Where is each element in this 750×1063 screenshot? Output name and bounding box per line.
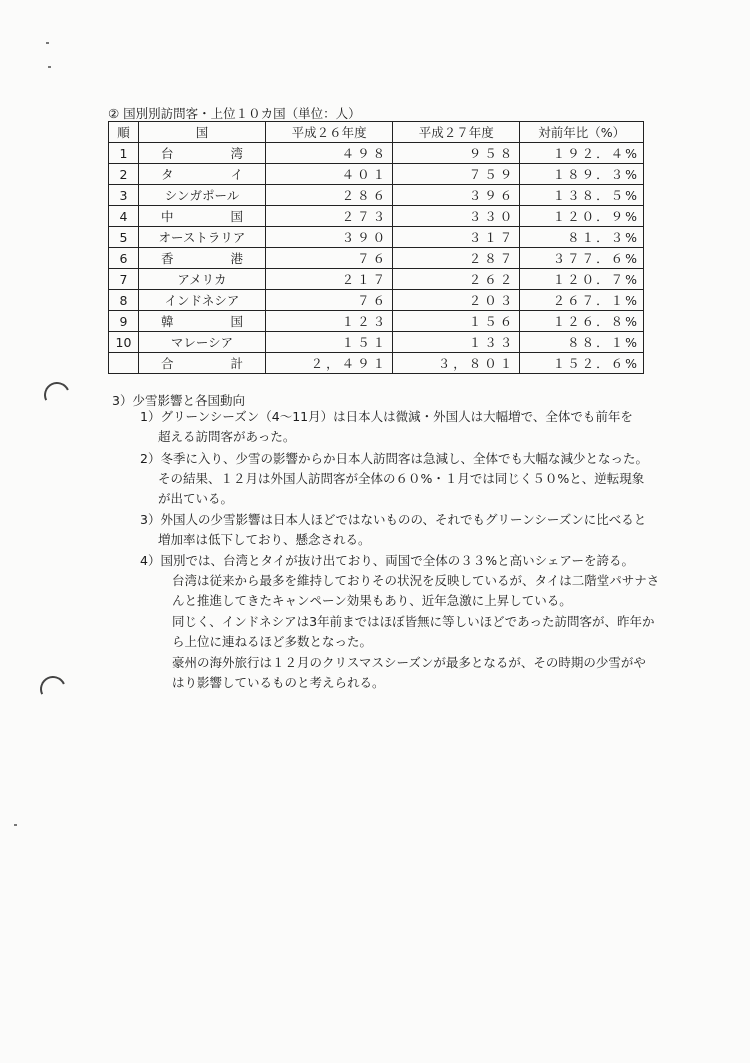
punch-hole-mark: [36, 672, 69, 705]
h26-cell: ４９８: [266, 143, 393, 164]
table-row: [109, 290, 644, 311]
ratio-cell: １８９．３%: [520, 164, 644, 185]
table-row: [109, 269, 644, 290]
ratio-cell: ８８．１%: [520, 332, 644, 353]
table-row: [109, 164, 644, 185]
paragraph-line: その結果、１２月は外国人訪問客が全体の６０%・１月では同じく５０%と、逆転現象: [158, 471, 645, 486]
rank-cell: 2: [109, 164, 139, 185]
h26-cell: ７６: [266, 290, 393, 311]
table-total-row: [109, 353, 644, 374]
country-cell: 中 国: [139, 206, 266, 227]
h27-cell: ２６２: [393, 269, 520, 290]
punch-hole-mark: [40, 378, 73, 411]
ratio-cell: １２６．８%: [520, 311, 644, 332]
h27-cell: １３３: [393, 332, 520, 353]
country-cell: 台 湾: [139, 143, 266, 164]
country-cell: インドネシア: [139, 290, 266, 311]
ratio-cell: １２０．９%: [520, 206, 644, 227]
h26-cell: １５１: [266, 332, 393, 353]
h27-cell: ２８７: [393, 248, 520, 269]
table-row: [109, 206, 644, 227]
table-row: [109, 248, 644, 269]
rank-cell: 9: [109, 311, 139, 332]
scan-speck: [14, 824, 17, 826]
ratio-cell: １９２．４%: [520, 143, 644, 164]
rank-cell: 7: [109, 269, 139, 290]
total-h27: ３，８０１: [393, 353, 520, 374]
ratio-cell: １２０．７%: [520, 269, 644, 290]
h27-cell: ３９６: [393, 185, 520, 206]
h26-cell: １２３: [266, 311, 393, 332]
table-row: [109, 227, 644, 248]
ratio-cell: ２６７．１%: [520, 290, 644, 311]
h27-cell: ９５８: [393, 143, 520, 164]
paragraph-line: ら上位に連ねるほど多数となった。: [172, 634, 373, 649]
ratio-cell: ３７７．６%: [520, 248, 644, 269]
country-cell: タ イ: [139, 164, 266, 185]
paragraph-line: 豪州の海外旅行は１２月のクリスマスシーズンが最多となるが、その時期の少雪がや: [172, 655, 646, 670]
paragraph-line: 4）国別では、台湾とタイが抜け出ており、両国で全体の３３%と高いシェアーを誇る。: [140, 553, 634, 568]
h27-cell: ３１７: [393, 227, 520, 248]
header-rank: 順: [109, 122, 139, 143]
table-row: [109, 311, 644, 332]
h26-cell: ３９０: [266, 227, 393, 248]
paragraph-line: 2）冬季に入り、少雪の影響からか日本人訪問客は急減し、全体でも大幅な減少となった。: [140, 451, 648, 466]
h27-cell: １５６: [393, 311, 520, 332]
country-cell: シンガポール: [139, 185, 266, 206]
country-cell: マレーシア: [139, 332, 266, 353]
header-ratio: 対前年比（%）: [520, 122, 644, 143]
country-cell: 香 港: [139, 248, 266, 269]
h26-cell: ７６: [266, 248, 393, 269]
paragraph-line: 3）外国人の少雪影響は日本人ほどではないものの、それでもグリーンシーズンに比べると: [140, 512, 647, 527]
rank-cell: 8: [109, 290, 139, 311]
h27-cell: ３３０: [393, 206, 520, 227]
paragraph-line: 増加率は低下しており、懸念される。: [158, 532, 371, 547]
h26-cell: ２７３: [266, 206, 393, 227]
paragraph-line: 超える訪問客があった。: [158, 429, 296, 444]
total-ratio: １５２．６%: [520, 353, 644, 374]
table-header-row: [109, 122, 644, 143]
scan-speck: [48, 66, 51, 68]
country-cell: アメリカ: [139, 269, 266, 290]
rank-cell: 5: [109, 227, 139, 248]
rank-cell: 6: [109, 248, 139, 269]
ratio-cell: ８１．３%: [520, 227, 644, 248]
rank-cell: 1: [109, 143, 139, 164]
paragraph-line: んと推進してきたキャンペーン効果もあり、近年急激に上昇している。: [172, 593, 572, 608]
h27-cell: ２０３: [393, 290, 520, 311]
table-row: [109, 185, 644, 206]
paragraph-line: 1）グリーンシーズン（4～11月）は日本人は微減・外国人は大幅増で、全体でも前年を: [140, 409, 633, 424]
paragraph-line: 台湾は従来から最多を維持しておりその状況を反映しているが、タイは二階堂パサナさ: [172, 573, 660, 588]
table-row: [109, 332, 644, 353]
header-country: 国: [139, 122, 266, 143]
table-title: ② 国別別訪問客・上位１０カ国（単位：人）: [108, 106, 361, 121]
table-row: [109, 143, 644, 164]
country-cell: オーストラリア: [139, 227, 266, 248]
h26-cell: ２１７: [266, 269, 393, 290]
header-h27: 平成２７年度: [393, 122, 520, 143]
rank-cell: 10: [109, 332, 139, 353]
visitors-table: [108, 121, 644, 374]
h26-cell: ２８６: [266, 185, 393, 206]
country-cell: 韓 国: [139, 311, 266, 332]
h26-cell: ４０１: [266, 164, 393, 185]
total-h26: ２，４９１: [266, 353, 393, 374]
rank-cell: 4: [109, 206, 139, 227]
total-rank-cell: [109, 353, 139, 374]
rank-cell: 3: [109, 185, 139, 206]
header-h26: 平成２６年度: [266, 122, 393, 143]
paragraph-line: が出ている。: [158, 491, 234, 506]
section-heading: 3）少雪影響と各国動向: [112, 393, 245, 408]
paragraph-line: はり影響しているものと考えられる。: [172, 675, 385, 690]
paragraph-line: 同じく、インドネシアは3年前まではほぼ皆無に等しいほどであった訪問客が、昨年か: [172, 614, 655, 629]
h27-cell: ７５９: [393, 164, 520, 185]
total-label: 合 計: [139, 353, 266, 374]
scan-speck: [46, 42, 49, 44]
ratio-cell: １３８．５%: [520, 185, 644, 206]
